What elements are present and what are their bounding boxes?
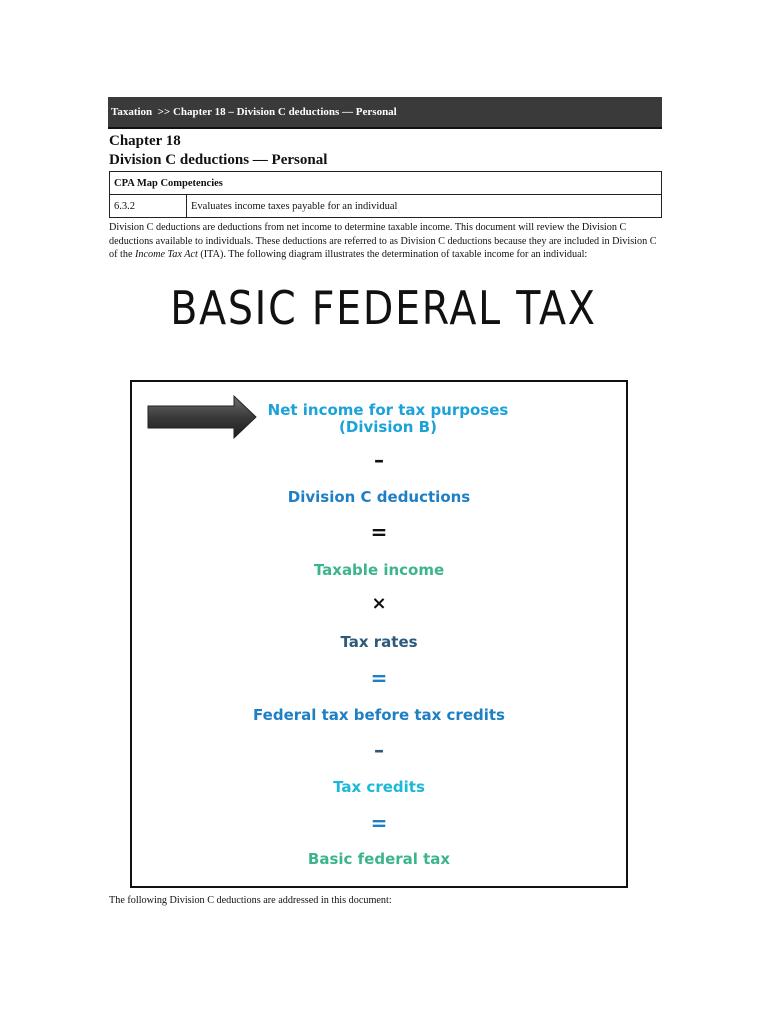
chapter-title: Chapter 18	[109, 133, 181, 149]
equals-operator: =	[370, 811, 388, 835]
tax-rates-label: Tax rates	[340, 633, 418, 651]
taxable-income-label: Taxable income	[313, 561, 445, 579]
closing-paragraph: The following Division C deductions are addressed in this document:	[109, 895, 392, 906]
intro-text-start: Division C deductions are deductions from net income to determine taxable income. This document will review the Division C deductions available to individuals. These deductions are referred to as Division C deductions because they are included in Division C of the	[109, 222, 657, 260]
minus-operator: –	[374, 738, 384, 762]
competency-description: Evaluates income taxes payable for an individual	[187, 195, 662, 218]
equals-operator: =	[370, 520, 388, 544]
net-income-line2: (Division B)	[339, 418, 437, 436]
breadcrumb: Taxation >> Chapter 18 – Division C deductions — Personal	[108, 97, 662, 129]
competencies-header: CPA Map Competencies	[110, 172, 662, 195]
multiply-operator: ×	[371, 593, 387, 614]
net-income-line1: Net income for tax purposes	[267, 401, 509, 419]
diagram-heading: BASIC FEDERAL TAX	[170, 281, 597, 335]
division-c-label: Division C deductions	[287, 488, 471, 506]
competency-code: 6.3.2	[110, 195, 187, 218]
table-row	[110, 195, 662, 218]
competencies-table	[109, 171, 662, 218]
basic-federal-tax-label: Basic federal tax	[307, 850, 451, 868]
intro-text-end: (ITA). The following diagram illustrates the determination of taxable income for an individual:	[197, 249, 588, 260]
chapter-subtitle: Division C deductions — Personal	[109, 152, 328, 168]
intro-paragraph	[109, 221, 662, 262]
competencies-header-row	[110, 172, 662, 195]
net-income-label	[248, 402, 528, 436]
federal-tax-label: Federal tax before tax credits	[253, 706, 505, 724]
equals-operator: =	[370, 666, 388, 690]
right-arrow-icon	[146, 394, 258, 440]
intro-text-act-name: Income Tax Act	[135, 249, 198, 260]
tax-credits-label: Tax credits	[333, 778, 425, 796]
minus-operator: –	[374, 448, 384, 472]
tax-diagram	[130, 380, 628, 888]
